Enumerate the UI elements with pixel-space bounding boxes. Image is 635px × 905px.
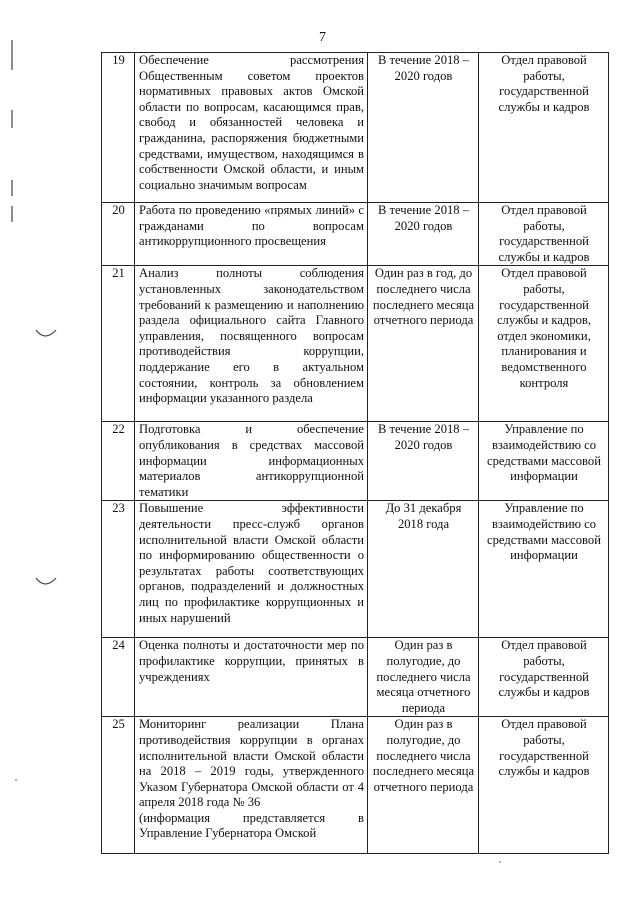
row-number: 25 xyxy=(102,717,135,854)
responsible-cell: Отдел правовой работы, государственной службы и кадров xyxy=(479,638,609,717)
table-row xyxy=(102,501,609,638)
responsible-cell: Отдел правовой работы, государственной службы и кадров xyxy=(479,717,609,854)
page-number: 7 xyxy=(319,30,326,45)
responsible-cell: Отдел правовой работы, государственной службы и кадров xyxy=(479,203,609,266)
row-number: 21 xyxy=(102,266,135,422)
activity-cell: Мониторинг реализации Плана противодействия коррупции в органах исполнительной власти Омской области на 2018 – 2019 годы, утвержденного Указом Губернатора Омской области от 4 апреля 2018 года № 36 (информация представляется в Управление Губернатора Омской xyxy=(139,717,364,841)
activity-cell: Повышение эффективности деятельности пресс-служб органов исполнительной власти Омской области по информированию общественности о результатах работы соответствующих органов, подразделений и должностных лиц по профилактике коррупционных и иных нарушений xyxy=(139,501,364,625)
table-row xyxy=(102,266,609,422)
activity-cell: Оценка полноты и достаточности мер по профилактике коррупции, принятых в учреждениях xyxy=(139,638,364,684)
term-cell: В течение 2018 – 2020 годов xyxy=(368,422,479,501)
activity-cell: Работа по проведению «прямых линий» с гражданами по вопросам антикоррупционного просвещения xyxy=(139,203,364,249)
term-cell: В течение 2018 – 2020 годов xyxy=(368,203,479,266)
anticorruption-plan-table xyxy=(101,52,609,854)
term-cell: В течение 2018 – 2020 годов xyxy=(368,53,479,203)
responsible-cell: Управление по взаимодействию со средствами массовой информации xyxy=(479,501,609,638)
responsible-cell: Отдел правовой работы, государственной службы и кадров, отдел экономики, планирования и ведомственного контроля xyxy=(479,266,609,422)
table-row xyxy=(102,422,609,501)
table-row xyxy=(102,203,609,266)
term-cell: До 31 декабря 2018 года xyxy=(368,501,479,638)
row-number: 23 xyxy=(102,501,135,638)
row-number: 19 xyxy=(102,53,135,203)
activity-cell: Анализ полноты соблюдения установленных законодательством требований к размещению и наполнению раздела официального сайта Главного управления, посвященного вопросам противодействия коррупции, поддержание его в актуальном состоянии, контроль за обновлением информации указанного раздела xyxy=(139,266,364,406)
responsible-cell: Отдел правовой работы, государственной службы и кадров xyxy=(479,53,609,203)
row-number: 24 xyxy=(102,638,135,717)
term-cell: Один раз в полугодие, до последнего числа последнего месяца отчетного периода xyxy=(368,717,479,854)
responsible-cell: Управление по взаимодействию со средствами массовой информации xyxy=(479,422,609,501)
activity-cell: Подготовка и обеспечение опубликования в средствах массовой информации информационных материалов антикоррупционной тематики xyxy=(139,422,364,499)
table-row xyxy=(102,638,609,717)
term-cell: Один раз в полугодие, до последнего числа месяца отчетного периода xyxy=(368,638,479,717)
table-row xyxy=(102,53,609,203)
row-number: 20 xyxy=(102,203,135,266)
activity-cell: Обеспечение рассмотрения Общественным советом проектов нормативных правовых актов Омской области по вопросам, касающимся прав, свобод и обязанностей человека и гражданина, распоряжения бюджетными средствами, имуществом, находящимся в собственности Омской области, и иным социально значимым вопросам xyxy=(139,53,364,192)
term-cell: Один раз в год, до последнего числа последнего месяца отчетного периода xyxy=(368,266,479,422)
row-number: 22 xyxy=(102,422,135,501)
table-row xyxy=(102,717,609,854)
